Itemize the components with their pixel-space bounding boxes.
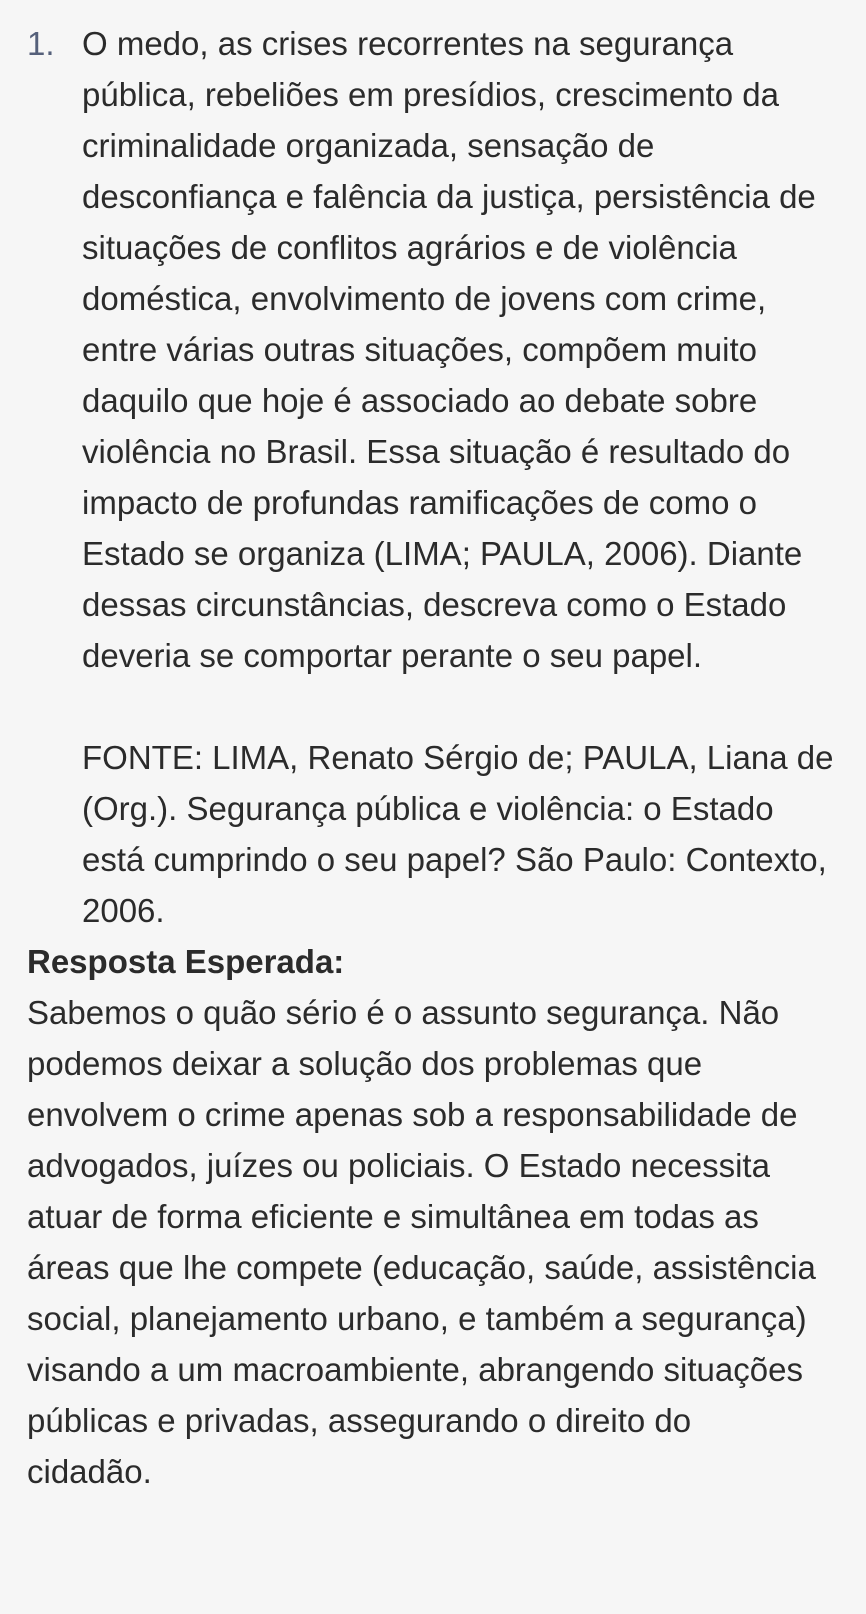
question-source: FONTE: LIMA, Renato Sérgio de; PAULA, Liana de (Org.). Segurança pública e violência: o Estado está cumprindo o seu papel? São Paulo: Contexto, 2006. <box>82 739 834 929</box>
question-item <box>27 18 838 936</box>
answer-text: Sabemos o quão sério é o assunto segurança. Não podemos deixar a solução dos problemas que envolvem o crime apenas sob a responsabilidade de advogados, juízes ou policiais. O Estado necessita atuar de forma eficiente e simultânea em todas as áreas que lhe compete (educação, saúde, assistência social, planejamento urbano, e também a segurança) visando a um macroambiente, abrangendo situações públicas e privadas, assegurando o direito do cidadão. <box>27 994 816 1490</box>
question-number: 1. <box>27 25 55 62</box>
question-text: O medo, as crises recorrentes na segurança pública, rebeliões em presídios, crescimento da criminalidade organizada, sensação de desconfiança e falência da justiça, persistência de situações de conflitos agrários e de violência doméstica, envolvimento de jovens com crime, entre várias outras situações, compõem muito daquilo que hoje é associado ao debate sobre violência no Brasil. Essa situação é resultado do impacto de profundas ramificações de como o Estado se organiza (LIMA; PAULA, 2006). Diante dessas circunstâncias, descreva como o Estado deveria se comportar perante o seu papel. <box>82 25 816 674</box>
question-body <box>82 18 838 936</box>
answer-heading: Resposta Esperada: <box>27 943 345 980</box>
